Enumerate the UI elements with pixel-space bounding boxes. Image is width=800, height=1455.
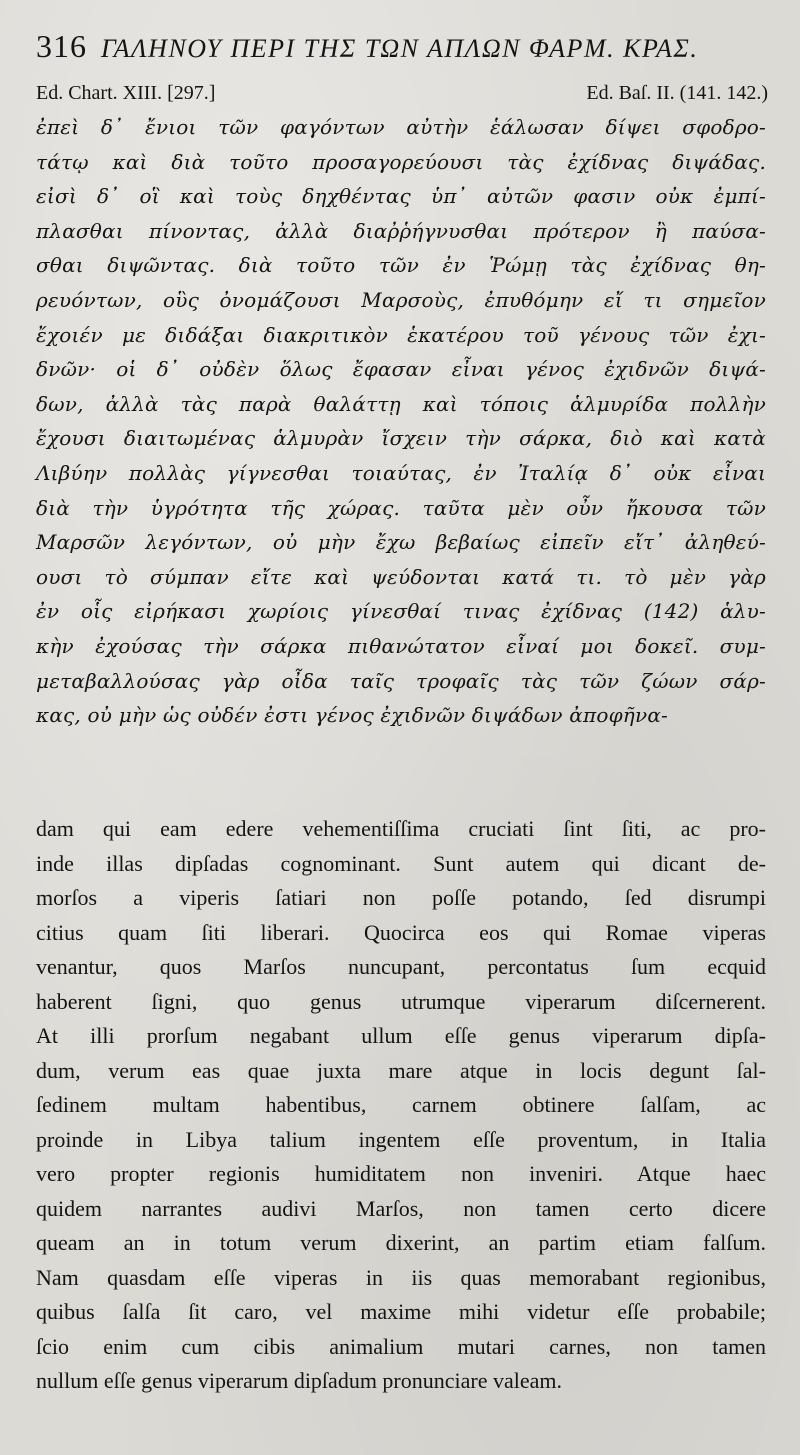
greek-text-block [36, 110, 766, 733]
latin-line: venantur, quos Marſos nuncupant, percontatus ſum ecquid [36, 954, 766, 979]
latin-line: proinde in Libya talium ingentem eſſe proventum, in Italia [36, 1126, 766, 1152]
edition-references [36, 82, 768, 105]
greek-line: τάτῳ καὶ διὰ τοῦτο προσαγορεύουσι τὰς ἐχίδνας διψάδας. [36, 149, 766, 174]
latin-line: quidem narrantes audivi Marſos, non tamen certo dicere [36, 1195, 766, 1221]
running-title: ΓΑΛΗΝΟΥ ΠΕΡΙ ΤΗΣ ΤΩΝ ΑΠΛΩΝ ΦΑΡΜ. ΚΡΑΣ. [101, 34, 699, 63]
greek-line: σθαι διψῶντας. διὰ τοῦτο τῶν ἐν Ῥώμῃ τὰς ἐχίδνας θη- [36, 253, 766, 278]
greek-line: ουσι τὸ σύμπαν εἴτε καὶ ψεύδονται κατά τι. τὸ μὲν γὰρ [36, 564, 766, 589]
latin-line: haberent ſigni, quo genus utrumque viperarum diſcernerent. [36, 988, 766, 1014]
greek-line: διὰ τὴν ὑγρότητα τῆς χώρας. ταῦτα μὲν οὖν ἤκουσα τῶν [36, 495, 766, 520]
latin-line: queam an in totum verum dixerint, an partim etiam falſum. [36, 1230, 766, 1255]
latin-line: At illi prorſum negabant ullum eſſe genus viperarum dipſa- [36, 1023, 766, 1048]
latin-line: Nam quasdam eſſe viperas in iis quas memorabant regionibus, [36, 1264, 766, 1290]
greek-line: ἔχοιέν με διδάξαι διακριτικὸν ἑκατέρου τοῦ γένους τῶν ἐχι- [36, 322, 766, 347]
greek-line: ἔχουσι διαιτωμένας ἁλμυρὰν ἴσχειν τὴν σάρκα, διὸ καὶ κατὰ [36, 426, 766, 451]
greek-line: ἐπεὶ δ᾽ ἔνιοι τῶν φαγόντων αὐτὴν ἑάλωσαν δίψει σφοδρο- [36, 115, 766, 139]
greek-line: κας, οὐ μὴν ὡς οὐδέν ἐστι γένος ἐχιδνῶν διψάδων ἀποφῆνα- [36, 703, 668, 728]
page-header [36, 28, 776, 65]
greek-line: κὴν ἐχούσας τὴν σάρκα πιθανώτατον εἶναί μοι δοκεῖ. συμ- [36, 633, 766, 658]
latin-line: morſos a viperis ſatiari non poſſe potando, ſed disrumpi [36, 885, 766, 910]
latin-line: quibus ſalſa ſit caro, vel maxime mihi videtur eſſe probabile; [36, 1299, 766, 1324]
greek-line: Μαρσῶν λεγόντων, οὐ μὴν ἔχω βεβαίως εἰπεῖν εἴτ᾽ ἀληθεύ- [36, 530, 766, 555]
page-number: 316 [36, 28, 87, 64]
greek-line: ἐν οἷς εἰρήκασι χωρίοις γίνεσθαί τινας ἐχίδνας (142) ἁλυ- [36, 599, 766, 624]
latin-line: nullum eſſe genus viperarum dipſadum pronunciare valeam. [36, 1368, 563, 1393]
latin-text-block [36, 812, 766, 1399]
greek-line: δνῶν· οἱ δ᾽ οὐδὲν ὅλως ἔφασαν εἶναι γένος ἐχιδνῶν διψά- [36, 357, 766, 382]
greek-line: εἰσὶ δ᾽ οἳ καὶ τοὺς δηχθέντας ὑπ᾽ αὐτῶν φασιν οὐκ ἐμπί- [36, 184, 766, 209]
edition-reference-right: Ed. Baſ. II. (141. 142.) [586, 82, 768, 104]
greek-line: δων, ἀλλὰ τὰς παρὰ θαλάττῃ καὶ τόποις ἁλμυρίδα πολλὴν [36, 391, 766, 416]
edition-reference-left: Ed. Chart. XIII. [297.] [36, 82, 216, 104]
latin-line: dum, verum eas quae juxta mare atque in locis degunt ſal- [36, 1057, 766, 1083]
latin-line: ſcio enim cum cibis animalium mutari carnes, non tamen [36, 1333, 766, 1359]
greek-line: μεταβαλλούσας γὰρ οἶδα ταῖς τροφαῖς τὰς τῶν ζώων σάρ- [36, 668, 766, 693]
latin-line: ſedinem multam habentibus, carnem obtinere ſalſam, ac [36, 1092, 766, 1117]
greek-line: Λιβύην πολλὰς γίγνεσθαι τοιαύτας, ἐν Ἰταλίᾳ δ᾽ οὐκ εἶναι [36, 460, 766, 485]
latin-line: dam qui eam edere vehementiſſima cruciati ſint ſiti, ac pro- [36, 816, 766, 841]
latin-line: vero propter regionis humiditatem non inveniri. Atque haec [36, 1161, 766, 1186]
greek-line: πλασθαι πίνοντας, ἀλλὰ διαῤῥήγνυσθαι πρότερον ἢ παύσα- [36, 218, 766, 243]
greek-line: ρευόντων, οὓς ὀνομάζουσι Μαρσοὺς, ἐπυθόμην εἴ τι σημεῖον [36, 287, 766, 312]
latin-line: inde illas dipſadas cognominant. Sunt autem qui dicant de- [36, 850, 766, 876]
latin-line: citius quam ſiti liberari. Quocirca eos qui Romae viperas [36, 919, 766, 945]
